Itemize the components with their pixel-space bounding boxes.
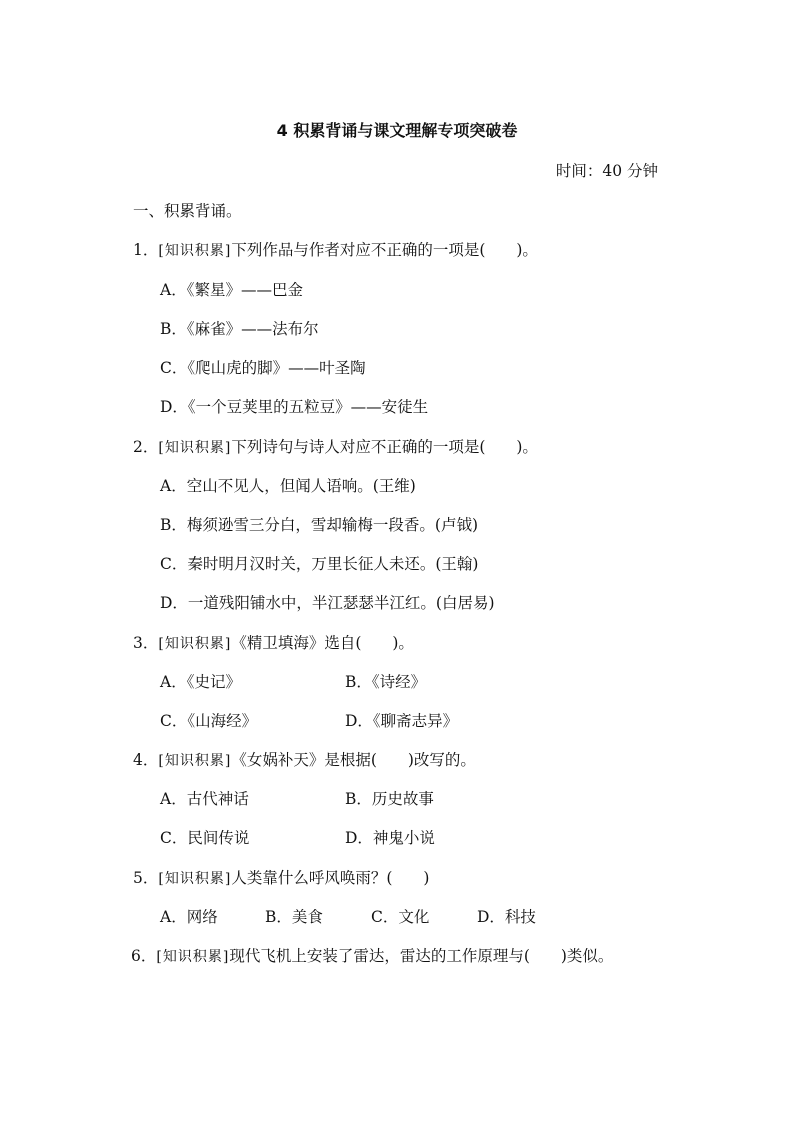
- option-5b: B．美食: [265, 908, 323, 926]
- option-4a: A．古代神话: [160, 790, 249, 808]
- question-5: [133, 868, 429, 889]
- option-3d: D．《聊斋志异》: [345, 712, 459, 730]
- question-text: 《精卫填海》选自( )。: [231, 634, 414, 652]
- question-number: 6．: [131, 947, 157, 965]
- question-tag: [知识积累]: [158, 753, 232, 769]
- option-1c: C．《爬山虎的脚》——叶圣陶: [160, 359, 366, 377]
- option-2a: A．空山不见人，但闻人语响。(王维): [160, 477, 416, 495]
- question-tag: [知识积累]: [156, 949, 230, 965]
- question-2: [133, 437, 538, 458]
- option-1a: A．《繁星》——巴金: [160, 281, 303, 299]
- question-tag: [知识积累]: [158, 636, 232, 652]
- question-number: 5．: [133, 869, 159, 887]
- question-number: 3．: [133, 634, 159, 652]
- question-tag: [知识积累]: [158, 871, 232, 887]
- question-text: 《女娲补天》是根据( )改写的。: [231, 751, 476, 769]
- question-3: [133, 633, 414, 654]
- question-text: 人类靠什么呼风唤雨？( ): [231, 869, 430, 887]
- question-text: 下列作品与作者对应不正确的一项是( )。: [231, 241, 538, 259]
- option-2b: B．梅须逊雪三分白，雪却输梅一段香。(卢钺): [160, 516, 478, 534]
- question-text: 下列诗句与诗人对应不正确的一项是( )。: [231, 438, 538, 456]
- option-2d: D．一道残阳铺水中，半江瑟瑟半江红。(白居易): [160, 594, 495, 612]
- option-3b: B．《诗经》: [345, 673, 427, 691]
- question-number: 2．: [133, 438, 159, 456]
- option-1b: B．《麻雀》——法布尔: [160, 320, 319, 338]
- section-heading: 一、积累背诵。: [133, 202, 242, 220]
- time-limit: 时间：40 分钟: [555, 162, 658, 180]
- question-6: [131, 946, 613, 967]
- question-text: 现代飞机上安装了雷达，雷达的工作原理与( )类似。: [229, 947, 614, 965]
- question-1: [133, 240, 538, 261]
- question-tag: [知识积累]: [158, 440, 232, 456]
- page-title: 4 积累背诵与课文理解专项突破卷: [276, 121, 518, 140]
- question-number: 1．: [133, 241, 159, 259]
- option-4c: C．民间传说: [160, 829, 250, 847]
- option-4d: D．神鬼小说: [345, 829, 435, 847]
- option-3a: A．《史记》: [160, 673, 241, 691]
- option-1d: D．《一个豆荚里的五粒豆》——安徒生: [160, 398, 429, 416]
- option-3c: C．《山海经》: [160, 712, 258, 730]
- option-2c: C．秦时明月汉时关，万里长征人未还。(王翰): [160, 555, 479, 573]
- option-5a: A．网络: [160, 908, 218, 926]
- option-5c: C．文化: [371, 908, 430, 926]
- question-tag: [知识积累]: [158, 243, 232, 259]
- question-number: 4．: [133, 751, 159, 769]
- option-5d: D．科技: [477, 908, 536, 926]
- option-4b: B．历史故事: [345, 790, 434, 808]
- question-4: [133, 750, 476, 771]
